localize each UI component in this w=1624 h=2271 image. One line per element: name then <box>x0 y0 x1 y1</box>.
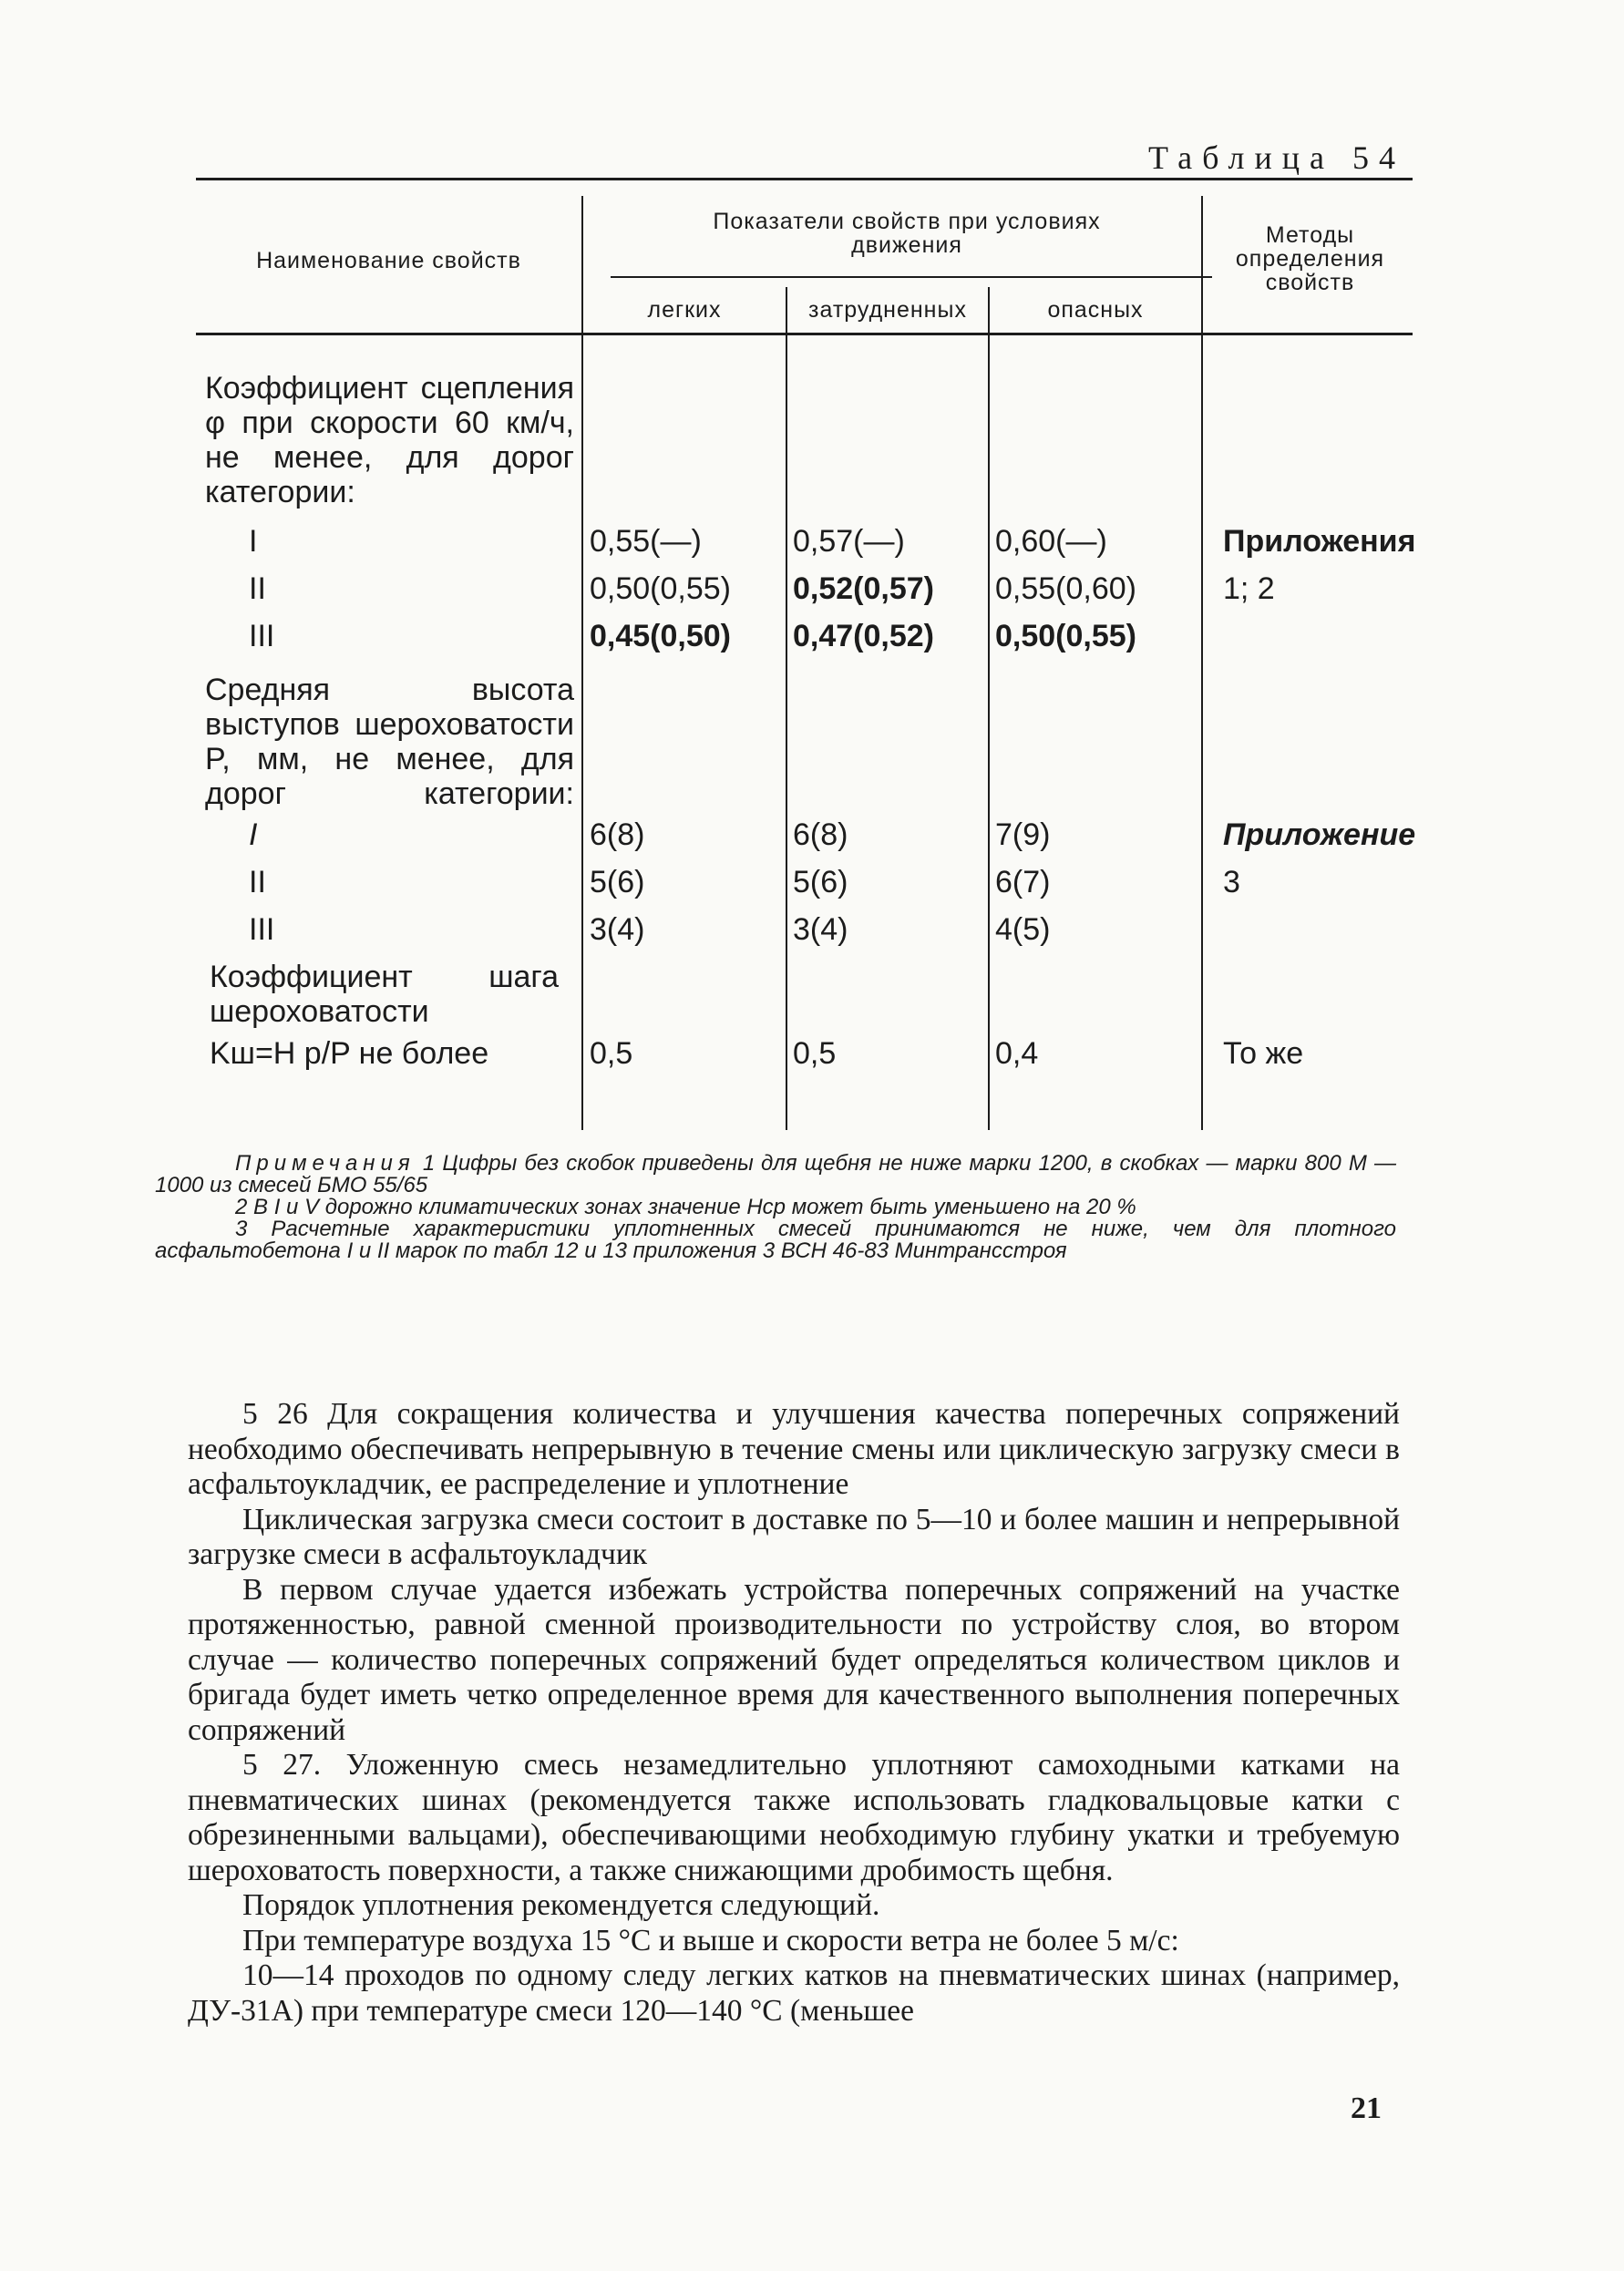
row-label-step: Коэффициент шага шероховатости <box>210 960 559 1029</box>
col-rule-difficult <box>988 287 990 1130</box>
row-label-step-formula: Kш=H р/P не более <box>210 1036 489 1071</box>
header-indicators: Показатели свойств при условиях движения <box>713 209 1101 258</box>
properties-table <box>196 178 1416 1130</box>
header-difficult: затрудненных <box>808 297 967 323</box>
header-dangerous: опасных <box>1047 297 1144 323</box>
table-cell: 5(6) <box>590 865 645 899</box>
table-cell: 0,47(0,52) <box>793 619 934 653</box>
paragraph: 5 26 Для сокращения количества и улучшения качества поперечных сопряжений необходимо обеспечивать непрерывную в течение смены или циклическую загрузку смеси в асфальтоукладчик, ее распределение и уплотнение <box>188 1397 1400 1501</box>
table-cell: 5(6) <box>793 865 848 899</box>
method-cell: 1; 2 <box>1223 571 1275 606</box>
table-cell: 4(5) <box>995 912 1051 947</box>
paragraph: При температуре воздуха 15 °С и выше и скорости ветра не более 5 м/с: <box>242 1923 1179 1958</box>
table-cell: 0,55(0,60) <box>995 571 1136 606</box>
category-label: II <box>249 571 266 606</box>
table-cell: 0,50(0,55) <box>590 571 731 606</box>
category-label: III <box>249 912 275 947</box>
row-label-roughness: Средняя высота выступов шероховатости P, мм, не менее, для дорог категории: <box>205 673 574 811</box>
method-cell: 3 <box>1223 865 1240 899</box>
header-name: Наименование свойств <box>256 248 521 273</box>
category-label: II <box>249 865 266 899</box>
paragraph: В первом случае удается избежать устройства поперечных сопряжений на участке протяженностью, равной сменной производительности по устройству слоя, во втором случае — количество поперечных сопряжений будет определяться количеством циклов и бригада будет иметь четко определенное время для качественного выполнения поперечных сопряжений <box>188 1572 1400 1747</box>
table-cell: 6(8) <box>590 817 645 852</box>
paragraph: Циклическая загрузка смеси состоит в доставке по 5—10 и более машин и непрерывной загрузке смеси в асфальтоукладчик <box>188 1502 1400 1571</box>
category-label: III <box>249 619 275 653</box>
table-cell: 0,52(0,57) <box>793 571 934 606</box>
method-cell: То же <box>1223 1036 1304 1071</box>
col-rule-dangerous <box>1201 196 1203 1130</box>
table-top-rule <box>196 178 1413 180</box>
header-sub-rule <box>611 276 1212 278</box>
body-text <box>188 1397 1400 2029</box>
table-notes <box>155 1153 1396 1262</box>
row-label-adhesion: Коэффициент сцепления φ при скорости 60 км/ч, не менее, для дорог категории: <box>205 371 574 509</box>
table-cell: 6(8) <box>793 817 848 852</box>
method-cell: Приложения <box>1223 524 1416 559</box>
table-cell: 0,5 <box>590 1036 633 1071</box>
table-cell: 0,5 <box>793 1036 837 1071</box>
paragraph: 10—14 проходов по одному следу легких катков на пневматических шинах (например, ДУ-31А) при температуре смеси 120—140 °С (меньшее <box>188 1958 1400 2028</box>
method-cell: Приложение <box>1223 817 1416 852</box>
page-number: 21 <box>1351 2091 1382 2125</box>
table-cell: 0,45(0,50) <box>590 619 731 653</box>
table-cell: 3(4) <box>793 912 848 947</box>
table-cell: 0,4 <box>995 1036 1039 1071</box>
table-cell: 0,60(—) <box>995 524 1107 559</box>
header-light: легких <box>647 297 722 323</box>
table-cell: 7(9) <box>995 817 1051 852</box>
note-1: 1 Цифры без скобок приведены для щебня не ниже марки 1200, в скобках — марки 800 М — 1000 из смесей БМО 55/65 <box>155 1151 1396 1197</box>
col-rule-light <box>786 287 787 1130</box>
notes-title: Примечания <box>235 1151 416 1176</box>
table-cell: 6(7) <box>995 865 1051 899</box>
col-rule-name <box>581 196 583 1130</box>
paragraph: Порядок уплотнения рекомендуется следующий. <box>242 1888 880 1922</box>
table-cell: 0,50(0,55) <box>995 619 1136 653</box>
table-label: Таблица 54 <box>1148 139 1405 176</box>
category-label: I <box>249 817 258 852</box>
note-2: 2 В I и V дорожно климатических зонах значение Hср может быть уменьшено на 20 % <box>235 1195 1136 1219</box>
paragraph: 5 27. Уложенную смесь незамедлительно уплотняют самоходными катками на пневматических шинах (рекомендуется также использовать гладковальцовые катки с обрезиненными вальцами), обеспечивающими необходимую глубину укатки и требуемую шероховатость поверхности, а также снижающими дробимость щебня. <box>188 1748 1400 1887</box>
table-cell: 0,57(—) <box>793 524 905 559</box>
table-cell: 3(4) <box>590 912 645 947</box>
note-3: 3 Расчетные характеристики уплотненных смесей принимаются не ниже, чем для плотного асфальтобетона I и II марок по табл 12 и 13 приложения 3 ВСН 46-83 Минтрансстроя <box>155 1217 1396 1263</box>
category-label: I <box>249 524 258 559</box>
header-bottom-rule <box>196 333 1413 335</box>
table-cell: 0,55(—) <box>590 524 702 559</box>
header-methods: Методы определения свойств <box>1235 222 1385 295</box>
